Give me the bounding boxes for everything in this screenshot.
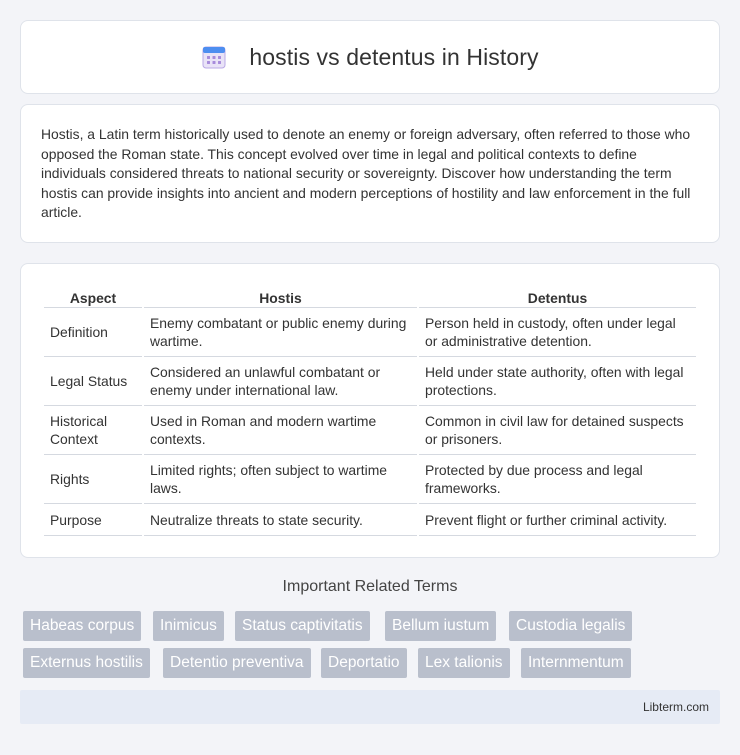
related-term-tag[interactable]: Status captivitatis [235, 611, 370, 641]
table-cell: Person held in custody, often under legal or administrative detention. [419, 308, 696, 357]
table-row [44, 357, 696, 406]
table-row [44, 455, 696, 504]
related-terms-title: Important Related Terms [282, 578, 458, 595]
table-row [44, 504, 696, 536]
table-cell: Neutralize threats to state security. [144, 504, 417, 536]
column-header-aspect: Aspect [44, 284, 142, 308]
table-cell: Enemy combatant or public enemy during wartime. [144, 308, 417, 357]
footer-site-link[interactable]: Libterm.com [642, 700, 709, 714]
table-cell: Considered an unlawful combatant or enemy under international law. [144, 357, 417, 406]
table-cell: Rights [44, 455, 142, 504]
table-cell: Historical Context [44, 406, 142, 455]
page-title: hostis vs detentus in History [249, 43, 539, 70]
table-cell: Protected by due process and legal frameworks. [419, 455, 696, 504]
calendar-icon [201, 44, 227, 70]
column-header-detentus: Detentus [419, 284, 696, 308]
related-term-tag[interactable]: Inimicus [153, 611, 224, 641]
related-term-tag[interactable]: Lex talionis [418, 648, 510, 678]
table-cell: Common in civil law for detained suspects or prisoners. [419, 406, 696, 455]
related-term-tag[interactable]: Externus hostilis [23, 648, 150, 678]
comparison-table [42, 284, 698, 536]
table-cell: Held under state authority, often with legal protections. [419, 357, 696, 406]
footer [20, 690, 720, 724]
table-cell: Prevent flight or further criminal activity. [419, 504, 696, 536]
table-header-row [44, 284, 696, 308]
related-term-tag[interactable]: Bellum iustum [385, 611, 496, 641]
header-card [20, 20, 720, 94]
table-cell: Purpose [44, 504, 142, 536]
table-cell: Limited rights; often subject to wartime laws. [144, 455, 417, 504]
related-term-tag[interactable]: Detentio preventiva [163, 648, 311, 678]
table-cell: Definition [44, 308, 142, 357]
intro-text: Hostis, a Latin term historically used to denote an enemy or foreign adversary, often referred to those who opposed the Roman state. This concept evolved over time in legal and political contexts to define individuals considered threats to national security or sovereignty. Discover how understanding the term hostis can provide insights into ancient and modern perceptions of hostility and law enforcement in the full article. [41, 126, 691, 220]
related-term-tag[interactable]: Habeas corpus [23, 611, 141, 641]
table-row [44, 406, 696, 455]
comparison-card [20, 263, 720, 558]
column-header-hostis: Hostis [144, 284, 417, 308]
related-term-tag[interactable]: Internmentum [521, 648, 631, 678]
intro-card [20, 104, 720, 243]
table-cell: Used in Roman and modern wartime contexts. [144, 406, 417, 455]
related-term-tag[interactable]: Deportatio [321, 648, 407, 678]
related-term-tag[interactable]: Custodia legalis [509, 611, 632, 641]
table-row [44, 308, 696, 357]
table-cell: Legal Status [44, 357, 142, 406]
